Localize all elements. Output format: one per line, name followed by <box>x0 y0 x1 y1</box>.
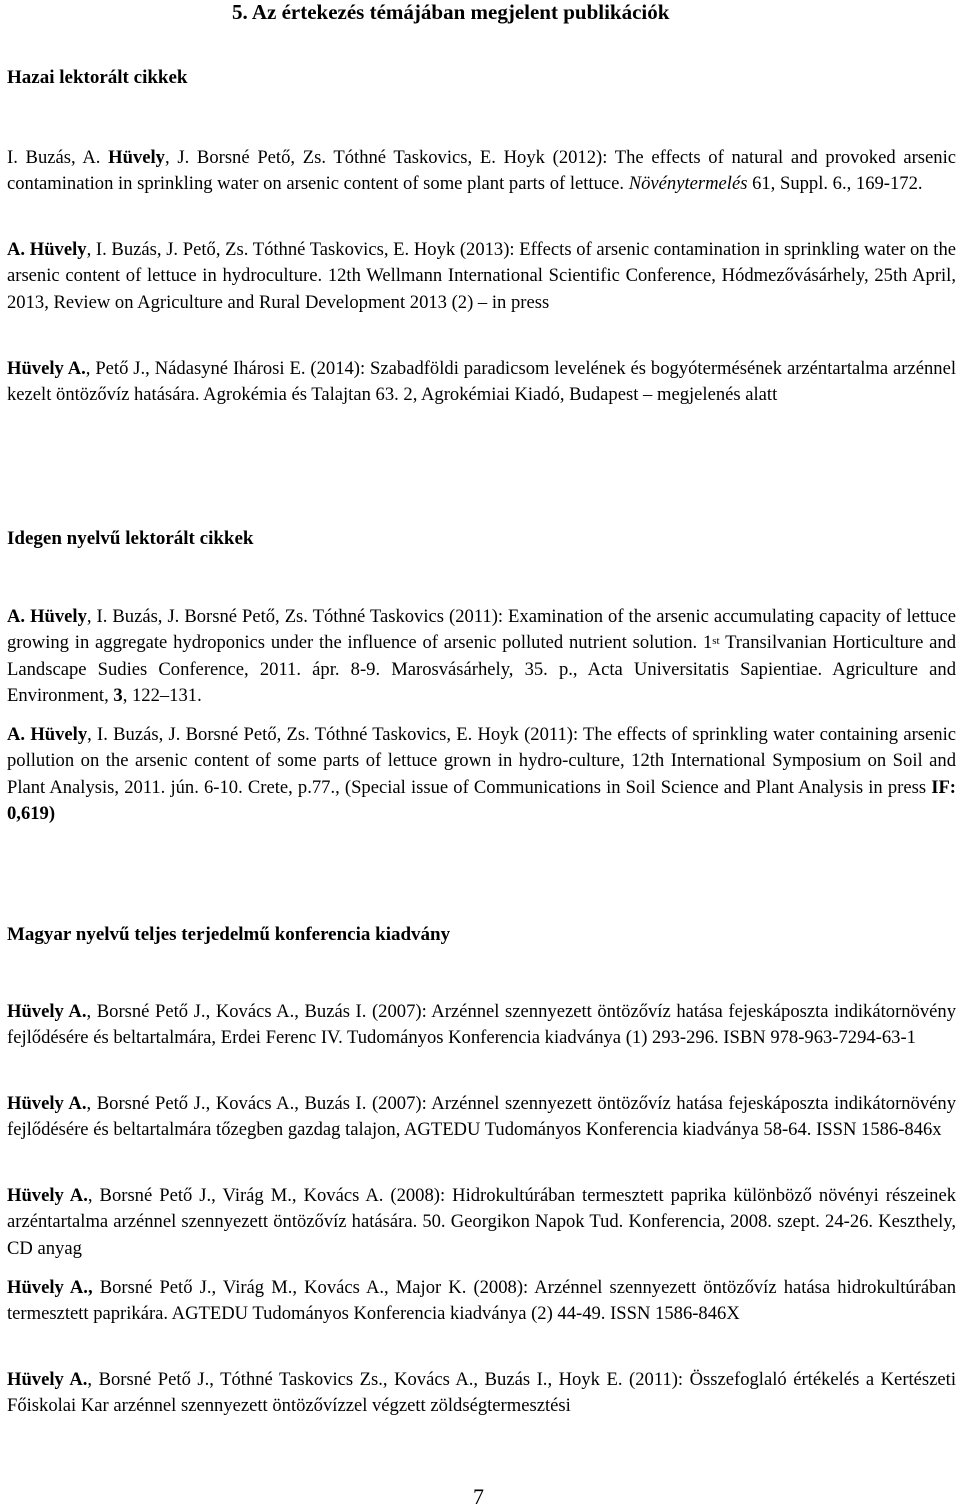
author-highlight: A. Hüvely <box>7 606 87 627</box>
publication-entry: A. Hüvely, I. Buzás, J. Borsné Pető, Zs. Tóthné Taskovics (2011): Examination of the arsenic accumulating capacity of lettuce growing in aggregate hydroponics under the influence of arsenic polluted nutrient solution. 1st Transilvanian Horticulture and Landscape Sudies Conference, 2011. ápr. 8-9. Marosvásárhely, 35. p., Acta Universitatis Sapientiae. Agriculture and Environment, 3, 122–131. <box>7 606 956 706</box>
publication-entry: A. Hüvely, I. Buzás, J. Pető, Zs. Tóthné Taskovics, E. Hoyk (2013): Effects of arsenic contamination in sprinkling water on the arsenic content of lettuce in hydroculture. 12th Wellmann International Scientific Conference, Hódmezővásárhely, 25th April, 2013, Review on Agriculture and Rural Development 2013 (2) – in press <box>7 239 956 313</box>
author-highlight: A. Hüvely <box>7 239 87 260</box>
publication-entry: A. Hüvely, I. Buzás, J. Borsné Pető, Zs. Tóthné Taskovics, E. Hoyk (2011): The effects of sprinkling water containing arsenic pollution on the arsenic content of some parts of lettuce grown in hydro-culture, 12th International Symposium on Soil and Plant Analysis, 2011. jún. 6-10. Crete, p.77., (Special issue of Communications in Soil Science and Plant Analysis in press IF: 0,619) <box>7 724 956 824</box>
author-highlight: Hüvely A. <box>7 1369 88 1390</box>
volume-number: 3 <box>113 684 123 706</box>
journal-name: Növénytermelés <box>628 173 748 195</box>
section-title-hungarian-conference: Magyar nyelvű teljes terjedelmű konferencia kiadvány <box>7 924 451 945</box>
publication-entry: Hüvely A., Borsné Pető J., Tóthné Taskovics Zs., Kovács A., Buzás I., Hoyk E. (2011): Összefoglaló értékelés a Kertészeti Főiskolai Kar arzénnel szennyezett öntözővízzel végzett zöldségtermesztési <box>7 1369 956 1417</box>
section-title-foreign-reviewed: Idegen nyelvű lektorált cikkek <box>7 528 254 549</box>
publication-entry: Hüvely A., Pető J., Nádasyné Ihárosi E. (2014): Szabadföldi paradicsom levelének és bogyótermésének arzéntartalma arzénnel kezelt öntözővíz hatására. Agrokémia és Talajtan 63. 2, Agrokémiai Kiadó, Budapest – megjelenés alatt <box>7 358 956 406</box>
author-highlight: Hüvely A. <box>7 1185 88 1206</box>
publication-entry: Hüvely A., Borsné Pető J., Virág M., Kovács A. (2008): Hidrokultúrában termesztett paprika különböző növényi részeinek arzéntartalma arzénnel szennyezett öntözővíz hatására. 50. Georgikon Napok Tud. Konferencia, 2008. szept. 24-26. Keszthely, CD anyag <box>7 1185 957 1259</box>
superscript: st <box>712 635 720 648</box>
section-title-domestic-reviewed: Hazai lektorált cikkek <box>7 67 188 88</box>
publication-entry: I. Buzás, A. Hüvely, J. Borsné Pető, Zs. Tóthné Taskovics, E. Hoyk (2012): The effects of natural and provoked arsenic contamination in sprinkling water on arsenic content of some plant parts of lettuce. Növénytermelés 61, Suppl. 6., 169-172. <box>7 147 956 195</box>
publication-entry: Hüvely A., Borsné Pető J., Kovács A., Buzás I. (2007): Arzénnel szennyezett öntözővíz hatása fejeskáposzta indikátornövény fejlődésére és beltartalmára, Erdei Ferenc IV. Tudományos Konferencia kiadványa (1) 293-296. ISBN 978-963-7294-63-1 <box>7 1001 957 1049</box>
author-highlight: Hüvely A. <box>7 1093 87 1114</box>
chapter-title: 5. Az értekezés témájában megjelent publikációk <box>232 0 670 24</box>
publication-entry: Hüvely A., Borsné Pető J., Virág M., Kovács A., Major K. (2008): Arzénnel szennyezett öntözővíz hatása hidrokultúrában termesztett paprikára. AGTEDU Tudományos Konferencia kiadványa (2) 44-49. ISSN 1586-846X <box>7 1277 956 1325</box>
impact-factor: IF: 0,619) <box>7 776 956 824</box>
page-number: 7 <box>473 1484 484 1509</box>
author-highlight: Hüvely A. <box>7 358 86 379</box>
author-highlight: Hüvely A. <box>7 1001 87 1022</box>
publication-entry: Hüvely A., Borsné Pető J., Kovács A., Buzás I. (2007): Arzénnel szennyezett öntözővíz hatása fejeskáposzta indikátornövény fejlődésére és beltartalmára tőzegben gazdag talajon, AGTEDU Tudományos Konferencia kiadványa 58-64. ISSN 1586-846x <box>7 1093 957 1141</box>
author-highlight: A. Hüvely <box>7 724 88 745</box>
author-highlight: Hüvely A., <box>7 1277 93 1298</box>
